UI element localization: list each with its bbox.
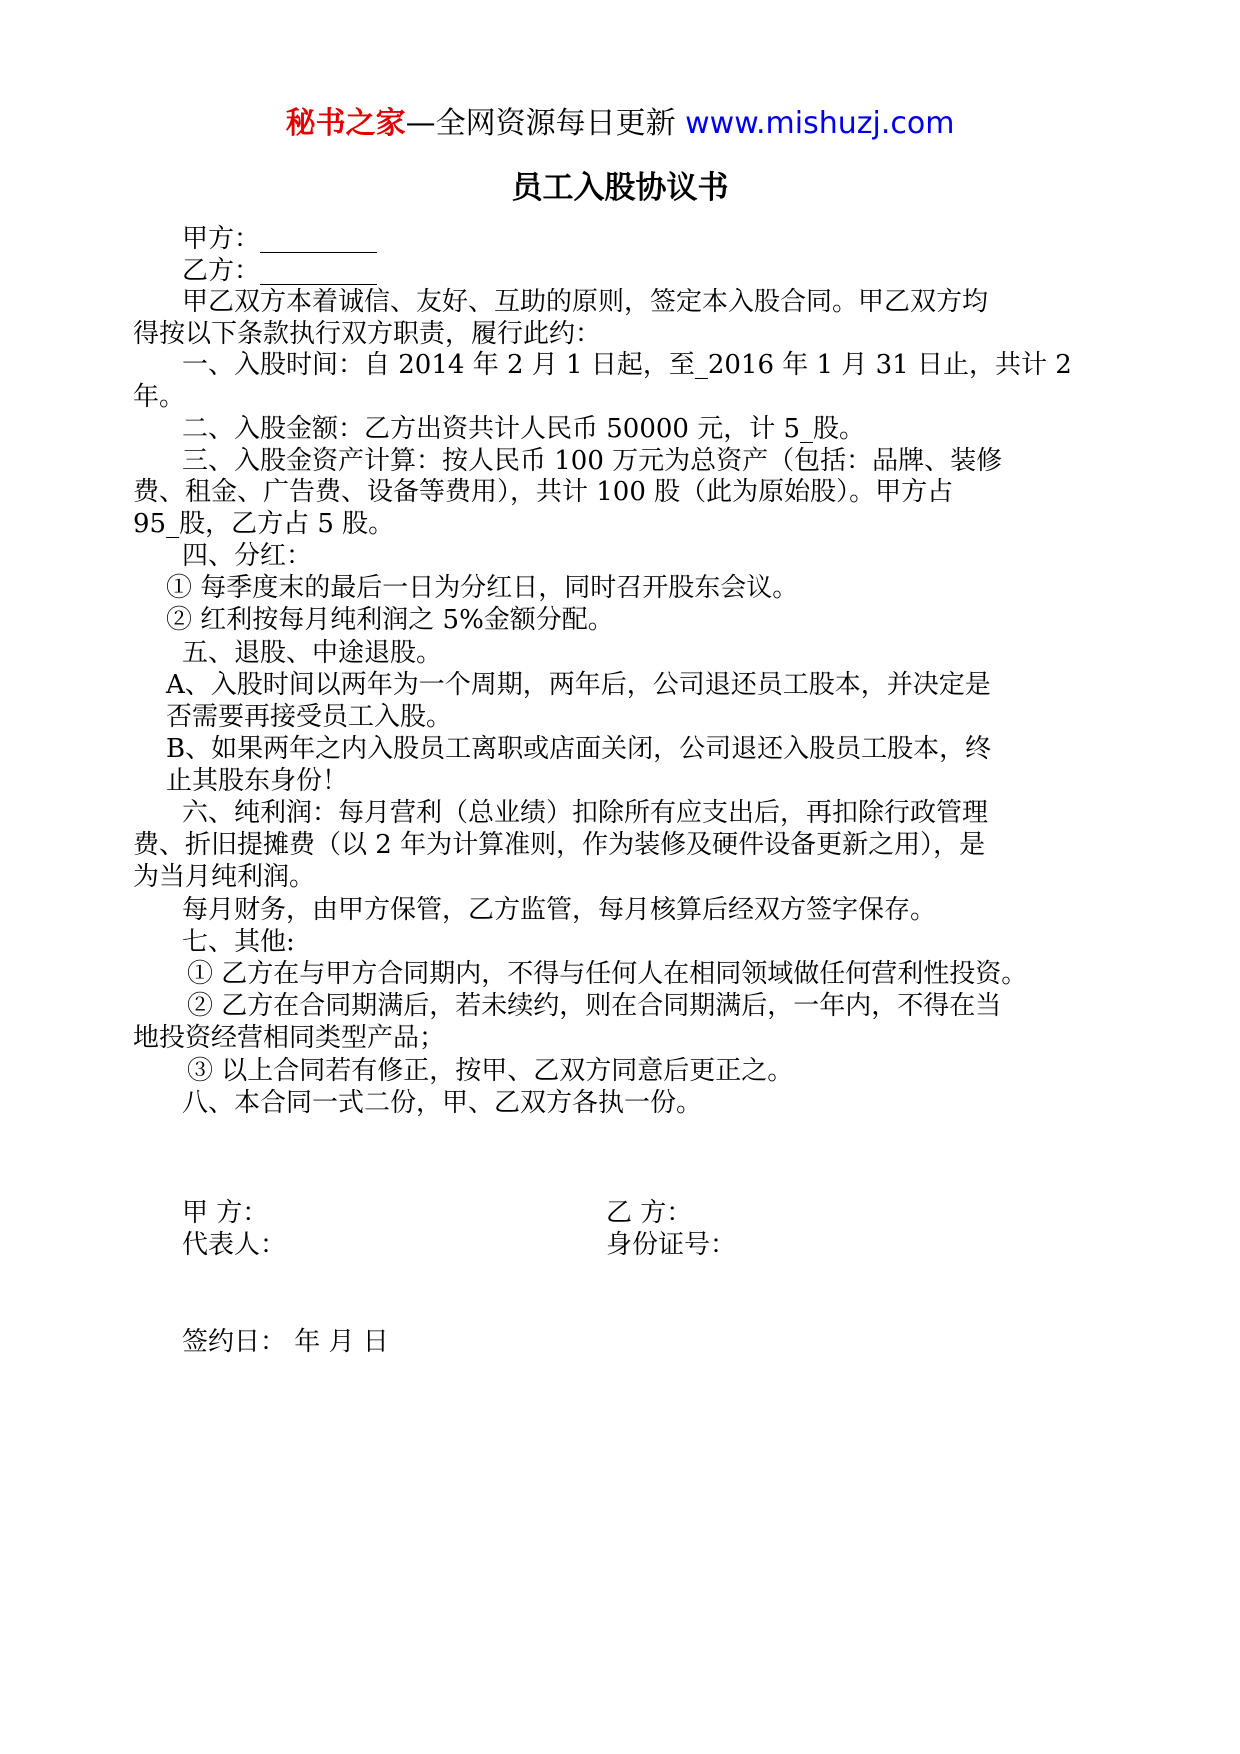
clause-2-line: 二、入股金额：乙方出资共计人民币 50000 元，计 5_股。 xyxy=(182,414,866,444)
site-url[interactable]: www.mishuzj.com xyxy=(685,106,955,141)
party-b-line: 乙方：_________ xyxy=(182,256,378,286)
site-slogan: —全网资源每日更新 xyxy=(405,106,686,141)
clause-5-heading: 五、退股、中途退股。 xyxy=(182,638,443,668)
brand-name: 秘书之家 xyxy=(285,106,406,141)
site-header xyxy=(0,102,1240,146)
clause-5-item: B、如果两年之内入股员工离职或店面关闭，公司退还入股员工股本，终 xyxy=(166,734,992,764)
document-title: 员工入股协议书 xyxy=(511,170,729,206)
party-a-line: 甲方：_________ xyxy=(182,224,378,254)
clause-8-line: 八、本合同一式二份，甲、乙双方各执一份。 xyxy=(182,1088,703,1118)
clause-1-line: 年。 xyxy=(133,382,186,412)
clause-6-line: 六、纯利润：每月营利（总业绩）扣除所有应支出后，再扣除行政管理 xyxy=(182,798,989,828)
clause-7-item: ③ 以上合同若有修正，按甲、乙双方同意后更正之。 xyxy=(187,1056,794,1086)
clause-7-item: ② 乙方在合同期满后，若未续约，则在合同期满后，一年内，不得在当 xyxy=(187,991,1002,1021)
party-b-sign-label: 乙 方： xyxy=(606,1198,693,1228)
clause-5-item: 否需要再接受员工入股。 xyxy=(166,702,453,732)
representative-label: 代表人： xyxy=(182,1230,287,1260)
clause-7-item: 地投资经营相同类型产品； xyxy=(133,1023,446,1053)
sign-date-label: 签约日： 年 月 日 xyxy=(182,1327,389,1357)
clause-7-item: ① 乙方在与甲方合同期内，不得与任何人在相同领域做任何营利性投资。 xyxy=(187,959,1028,989)
clause-5-item: A、入股时间以两年为一个周期，两年后，公司退还员工股本，并决定是 xyxy=(166,670,991,700)
clause-3-line: 95_股，乙方占 5 股。 xyxy=(133,509,395,539)
clause-4-heading: 四、分红： xyxy=(182,541,313,571)
clause-6-line: 费、折旧提摊费（以 2 年为计算准则，作为装修及硬件设备更新之用），是 xyxy=(133,830,986,860)
clause-6-line: 为当月纯利润。 xyxy=(133,862,316,892)
clause-5-item: 止其股东身份！ xyxy=(166,766,349,796)
id-number-label: 身份证号： xyxy=(606,1230,737,1260)
clause-4-item: ① 每季度末的最后一日为分红日，同时召开股东会议。 xyxy=(166,573,799,603)
paragraph-line: 得按以下条款执行双方职责，履行此约： xyxy=(133,319,602,349)
clause-7-heading: 七、其他: xyxy=(182,927,295,957)
clause-3-line: 费、租金、广告费、设备等费用），共计 100 股（此为原始股）。甲方占 xyxy=(133,477,954,507)
clause-4-item: ② 红利按每月纯利润之 5%金额分配。 xyxy=(166,605,614,635)
paragraph-line: 甲乙双方本着诚信、友好、互助的原则，签定本入股合同。甲乙双方均 xyxy=(182,287,989,317)
clause-6-line: 每月财务，由甲方保管，乙方监管，每月核算后经双方签字保存。 xyxy=(182,895,937,925)
clause-3-line: 三、入股金资产计算：按人民币 100 万元为总资产（包括：品牌、装修 xyxy=(182,446,1003,476)
party-a-sign-label: 甲 方： xyxy=(182,1198,269,1228)
clause-1-line: 一、入股时间：自 2014 年 2 月 1 日起，至_2016 年 1 月 31 日止，共计 2 xyxy=(182,350,1072,380)
